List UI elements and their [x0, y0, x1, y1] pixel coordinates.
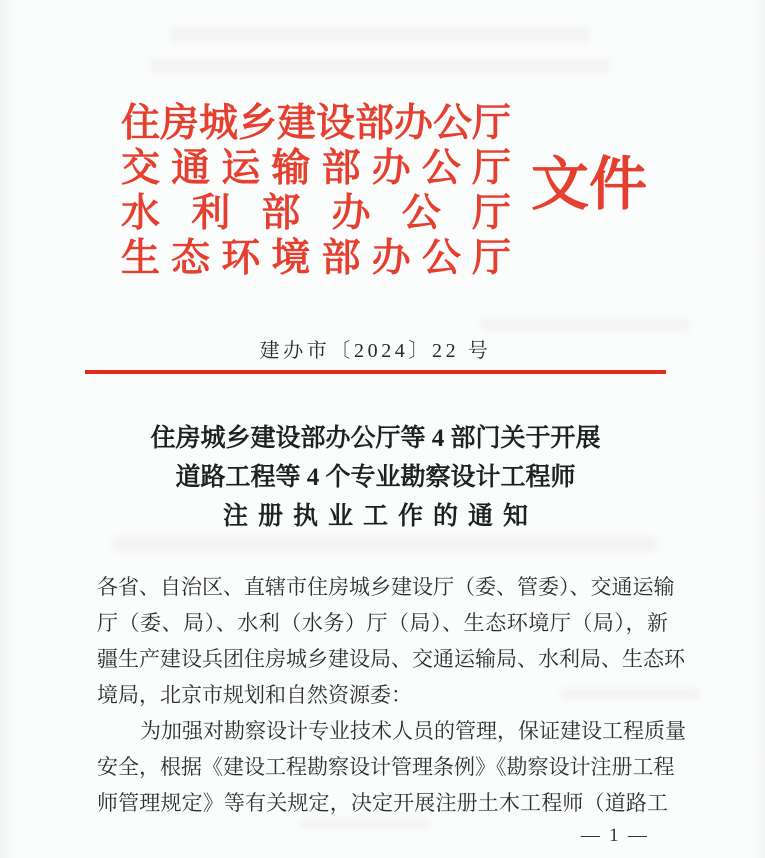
body-line-6: 安全，根据《建设工程勘察设计管理条例》《勘察设计注册工程: [97, 755, 675, 779]
bleedthrough-artifact: [170, 27, 590, 42]
scan-edge-shading-left: [0, 0, 14, 858]
scan-edge-shading-right: [753, 0, 765, 858]
agency-line-water: 水利部办公厅: [121, 192, 511, 235]
document-title: [85, 419, 666, 536]
title-line-3: 注册执业工作的通知: [222, 503, 538, 530]
bleedthrough-artifact: [112, 536, 657, 552]
red-divider-line: [85, 370, 666, 374]
official-document-mark: 文件: [531, 152, 648, 217]
document-body: [97, 569, 686, 821]
title-line-2: 道路工程等 4 个专业勘察设计工程师: [175, 464, 576, 491]
body-line-1: 各省、自治区、直辖市住房城乡建设厅（委、管委）、交通运输: [97, 575, 675, 599]
bleedthrough-artifact: [480, 318, 690, 331]
page-number: — 1 —: [580, 825, 650, 846]
body-line-3: 疆生产建设兵团住房城乡建设局、交通运输局、水利局、生态环: [97, 647, 685, 671]
issuing-agencies-header: [121, 101, 511, 281]
body-line-4: 境局，北京市规划和自然资源委：: [97, 683, 412, 707]
document-reference-number: 建办市〔2024〕22 号: [259, 340, 492, 362]
agency-line-ecology: 生态环境部办公厅: [121, 237, 511, 280]
agency-line-mohurd: 住房城乡建设部办公厅: [121, 102, 512, 145]
body-line-5: 为加强对勘察设计专业技术人员的管理，保证建设工程质量: [140, 719, 686, 743]
bleedthrough-artifact: [150, 59, 610, 74]
agency-line-transport: 交通运输部办公厅: [121, 147, 511, 190]
body-line-7: 师管理规定》等有关规定，决定开展注册土木工程师（道路工: [97, 791, 668, 815]
body-line-2: 厅（委、局）、水利（水务）厅（局）、生态环境厅（局），新: [97, 611, 668, 635]
title-line-1: 住房城乡建设部办公厅等 4 部门关于开展: [150, 425, 601, 452]
